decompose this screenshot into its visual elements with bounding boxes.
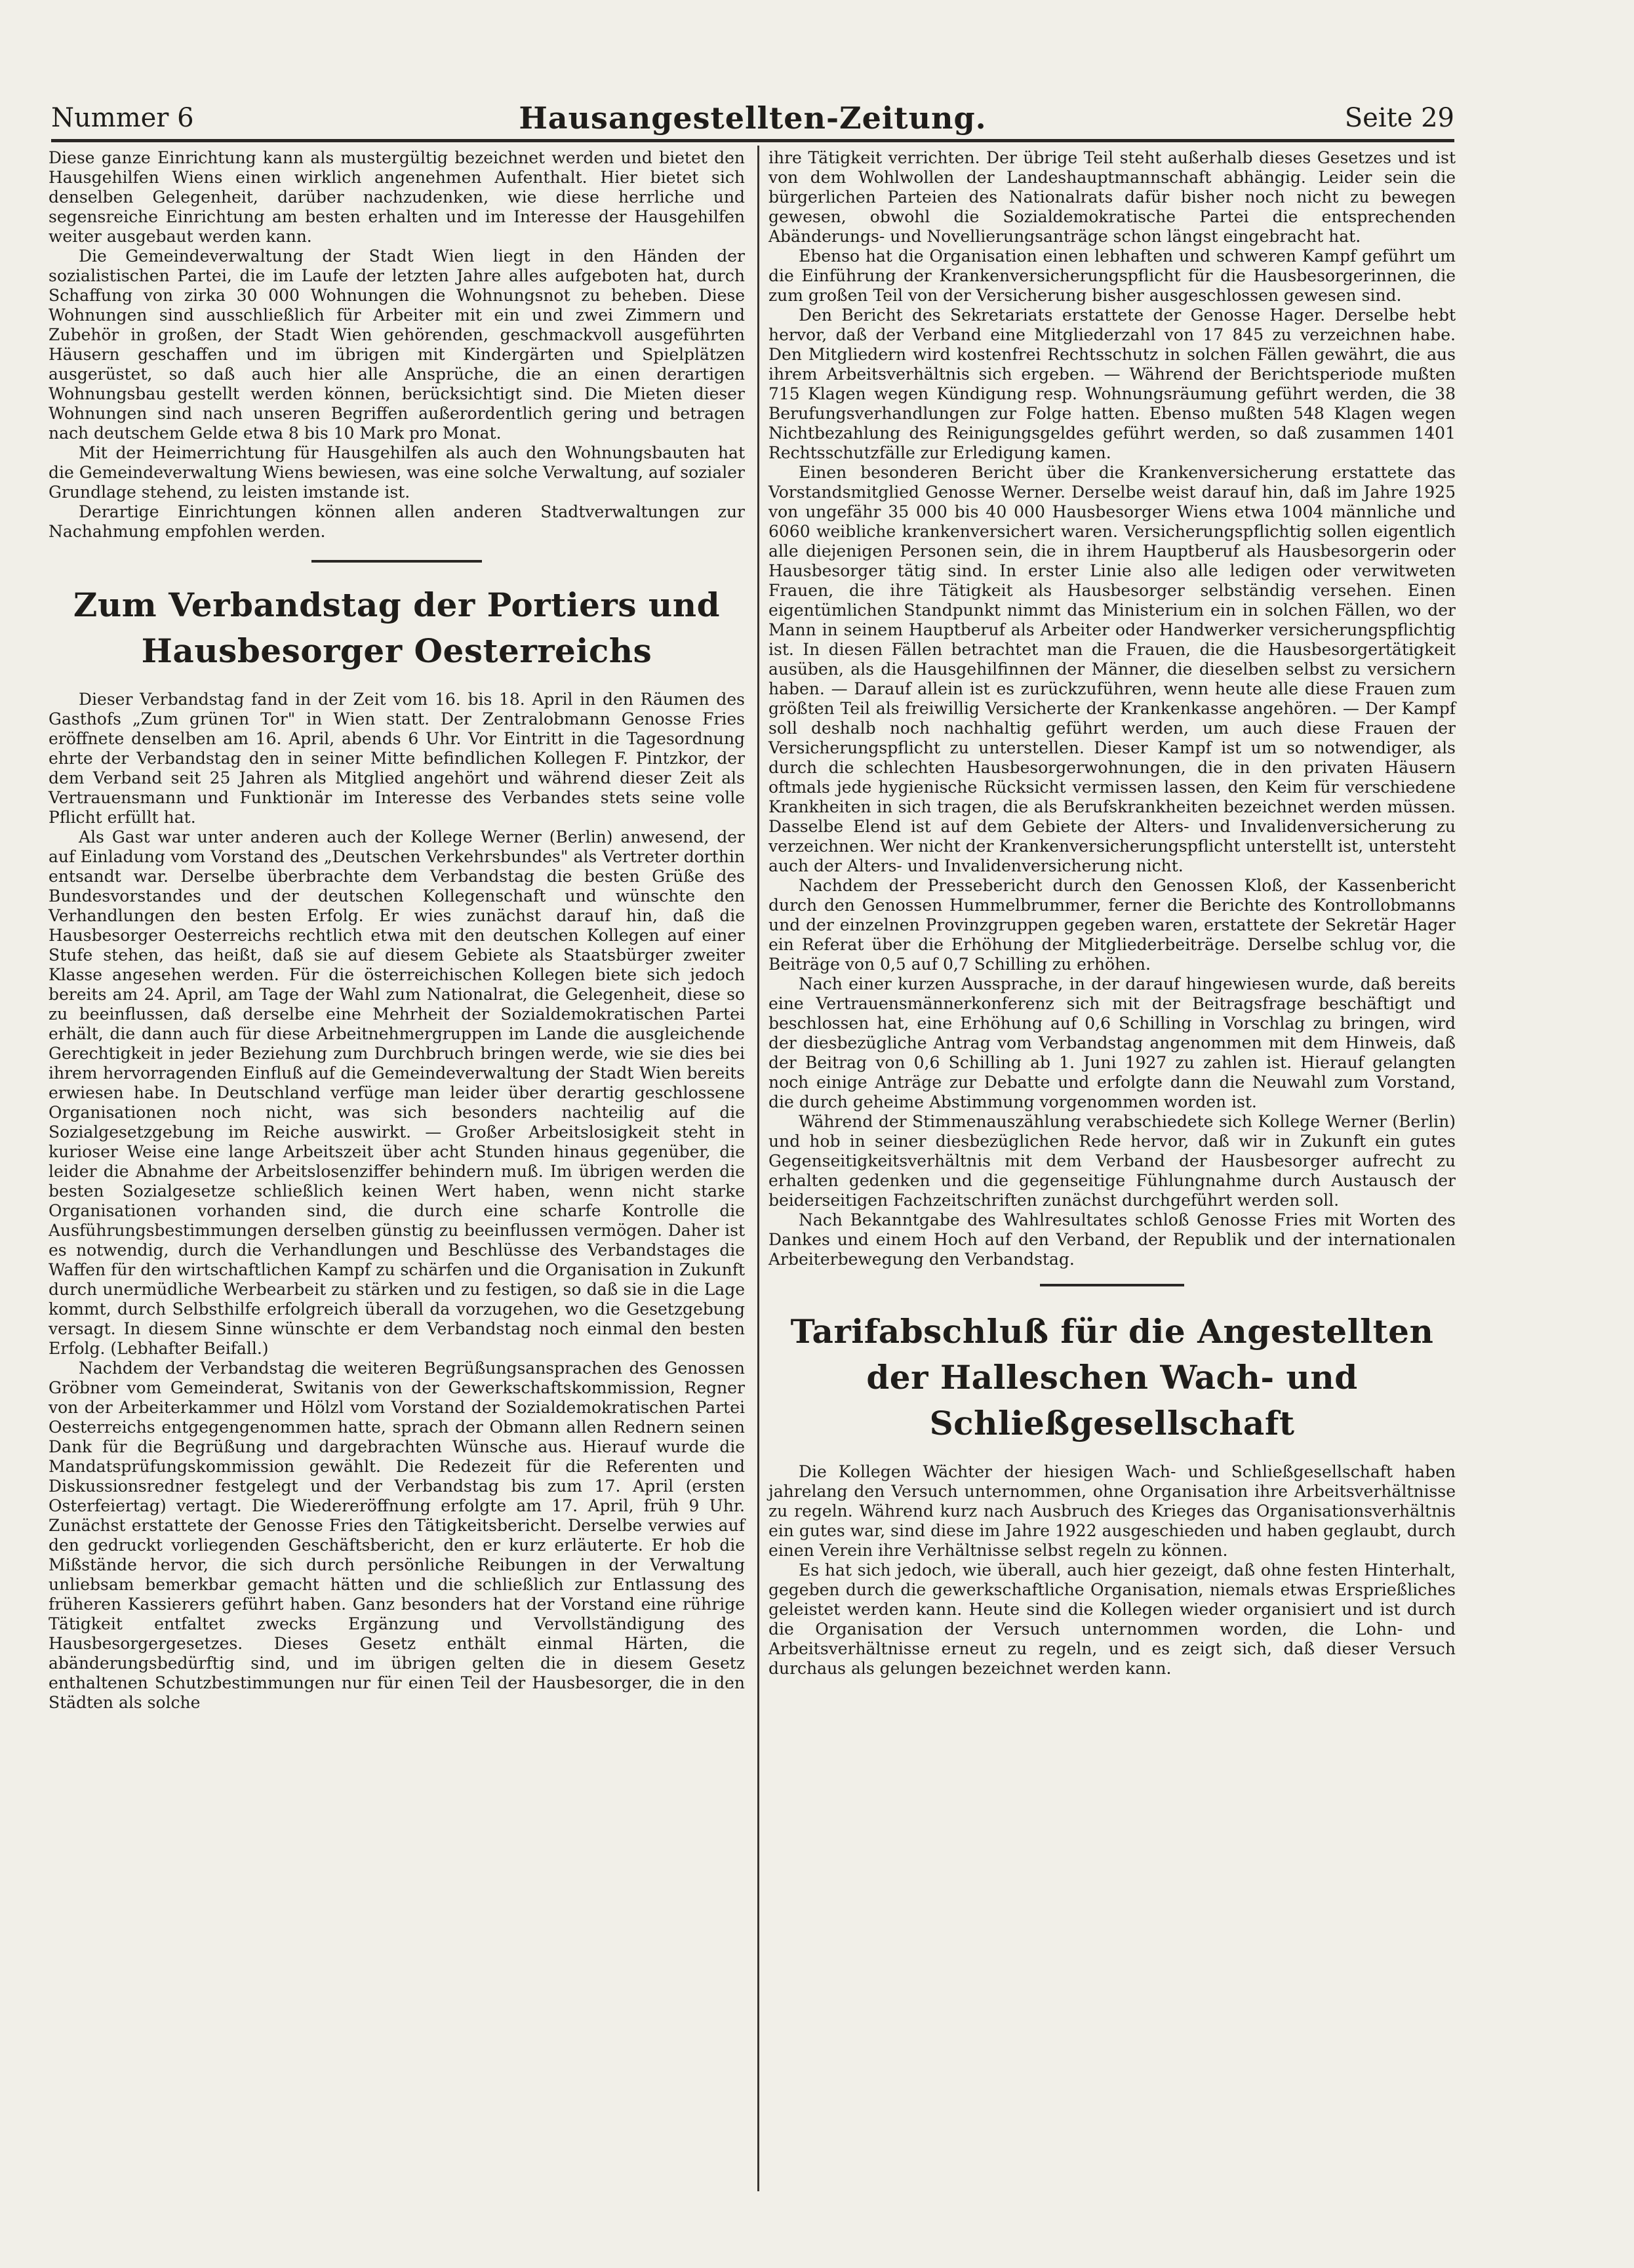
column-divider	[757, 146, 759, 2191]
paragraph: Nachdem der Pressebericht durch den Genossen Kloß, der Kassenbericht durch den Genossen Hummelbrummer, ferner die Berichte des Kontrollobmanns und der einzelnen Provinzgruppen gegeben waren, erstattete der Sekretär Hager ein Referat über die Erhöhung der Mitgliederbeiträge. Derselbe schlug vor, die Beiträge von 0,5 auf 0,7 Schilling zu erhöhen.	[768, 876, 1456, 974]
paragraph: Während der Stimmenauszählung verabschiedete sich Kollege Werner (Berlin) und hob in seiner diesbezüglichen Rede hervor, daß wir in Zukunft ein gutes Gegenseitigkeitsverhältnis mit dem Verband der Hausbesorger aufrecht zu erhalten gedenken und die gegenseitige Fühlungnahme durch Austausch der beiderseitigen Fachzeitschriften zunächst durchgeführt werden soll.	[768, 1112, 1456, 1210]
article-headline-verbandstag: Zum Verbandstag der Portiers und Hausbesorger Oesterreichs	[73, 586, 721, 670]
newspaper-title: Hausangestellten-Zeitung.	[519, 100, 987, 136]
paragraph: Mit der Heimerrichtung für Hausgehilfen als auch den Wohnungsbauten hat die Gemeindeverwaltung Wiens bewiesen, was eine solche Verwaltung, auf sozialer Grundlage stehend, zu leisten imstande ist.	[49, 443, 745, 502]
paragraph: Nachdem der Verbandstag die weiteren Begrüßungsansprachen des Genossen Gröbner vom Gemeinderat, Switanis von der Gewerkschaftskommission, Regner von der Arbeiterkammer und Hölzl vom Vorstand der Sozialdemokratischen Partei Oesterreichs entgegengenommen hatte, sprach der Obmann allen Rednern seinen Dank für die Begrüßung und dargebrachten Wünsche aus. Hierauf wurde die Mandatsprüfungskommission gewählt. Die Redezeit für die Referenten und Diskussionsredner festgelegt und der Verbandstag bis zum 17. April (ersten Osterfeiertag) vertagt. Die Wiedereröffnung erfolgte am 17. April, früh 9 Uhr. Zunächst erstattete der Genosse Fries den Tätigkeitsbericht. Derselbe verwies auf den gedruckt vorliegenden Geschäftsbericht, den er kurz erläuterte. Er hob die Mißstände hervor, die sich durch persönliche Reibungen in der Verwaltung unliebsam bemerkbar gemacht hätten und die schließlich zur Entlassung des früheren Kassierers geführt haben. Ganz besonders hat der Vorstand eine rührige Tätigkeit entfaltet zwecks Ergänzung und Vervollständigung des Hausbesorgergesetzes. Dieses Gesetz enthält einmal Härten, die abänderungsbedürftig sind, und im übrigen gelten die in diesem Gesetz enthaltenen Schutzbestimmungen nur für einen Teil der Hausbesorger, die in den Städten als solche	[49, 1359, 745, 1712]
paragraph: Die Gemeindeverwaltung der Stadt Wien liegt in den Händen der sozialistischen Partei, die im Laufe der letzten Jahre alles aufgeboten hat, durch Schaffung von zirka 30 000 Wohnungen die Wohnungsnot zu beheben. Diese Wohnungen sind ausschließlich für Arbeiter mit ein und zwei Zimmern und Zubehör in großen, der Stadt Wien gehörenden, geschmackvoll ausgeführten Häusern geschaffen und im übrigen mit Kindergärten und Spielplätzen ausgerüstet, so daß auch hier alle Ansprüche, die an einen derartigen Wohnungsbau gestellt werden können, berücksichtigt sind. Die Mieten dieser Wohnungen sind nach unseren Begriffen außerordentlich gering und betragen nach deutschem Gelde etwa 8 bis 10 Mark pro Monat.	[49, 247, 745, 443]
paragraph: Diese ganze Einrichtung kann als mustergültig bezeichnet werden und bietet den Hausgehilfen Wiens einen wirklich angenehmen Aufenthalt. Hier bietet sich denselben Gelegenheit, darüber nachzudenken, wie diese herrliche und segensreiche Einrichtung am besten erhalten und im Interesse der Hausgehilfen weiter ausgebaut werden kann.	[49, 148, 745, 246]
paragraph: ihre Tätigkeit verrichten. Der übrige Teil steht außerhalb dieses Gesetzes und ist von dem Wohlwollen der Landeshauptmannschaft abhängig. Leider sein die bürgerlichen Parteien des Nationalrats dafür bisher noch nicht zu bewegen gewesen, obwohl die Sozialdemokratische Partei die entsprechenden Abänderungs- und Novellierungsanträge schon längst eingebracht hat.	[768, 148, 1456, 246]
paragraph: Dieser Verbandstag fand in der Zeit vom 16. bis 18. April in den Räumen des Gasthofs „Zum grünen Tor" in Wien statt. Der Zentralobmann Genosse Fries eröffnete denselben am 16. April, abends 6 Uhr. Vor Eintritt in die Tagesordnung ehrte der Verbandstag den in seiner Mitte befindlichen Kollegen F. Pintzkor, der dem Verband seit 25 Jahren als Mitglied angehört und während dieser Zeit als Vertrauensmann und Funktionär im Interesse des Verbandes stets seine volle Pflicht erfüllt hat.	[49, 690, 745, 827]
paragraph: Die Kollegen Wächter der hiesigen Wach- und Schließgesellschaft haben jahrelang den Versuch unternommen, ohne Organisation ihre Arbeitsverhältnisse zu regeln. Während kurz nach Ausbruch des Krieges das Organisationsverhältnis ein gutes war, sind diese im Jahre 1922 ausgeschieden und haben geglaubt, durch einen Verein ihre Verhältnisse selbst regeln zu können.	[768, 1462, 1456, 1560]
paragraph: Den Bericht des Sekretariats erstattete der Genosse Hager. Derselbe hebt hervor, daß der Verband eine Mitgliederzahl von 17 845 zu verzeichnen habe. Den Mitgliedern wird kostenfrei Rechtsschutz in solchen Fällen gewährt, die aus ihrem Arbeitsverhältnis sich ergeben. — Während der Berichtsperiode mußten 715 Klagen wegen Kündigung resp. Wohnungsräumung geführt werden, die 38 Berufungsverhandlungen zur Folge hatten. Ebenso mußten 548 Klagen wegen Nichtbezahlung des Reinigungsgeldes geführt werden, so daß zusammen 1401 Rechtsschutzfälle zur Erledigung kamen.	[768, 306, 1456, 462]
paragraph: Als Gast war unter anderen auch der Kollege Werner (Berlin) anwesend, der auf Einladung vom Vorstand des „Deutschen Verkehrsbundes" als Vertreter dorthin entsandt war. Derselbe überbrachte dem Verbandstag die besten Grüße des Bundesvorstandes und der deutschen Kollegenschaft und wünschte den Verhandlungen den besten Erfolg. Er wies zunächst darauf hin, daß die Hausbesorger Oesterreichs rechtlich etwa mit den deutschen Kollegen auf einer Stufe stehen, das heißt, daß sie auf diesem Gebiete als Staatsbürger zweiter Klasse angesehen werden. Für die österreichischen Kollegen biete sich jedoch bereits am 24. April, am Tage der Wahl zum Nationalrat, die Gelegenheit, diese so zu beeinflussen, daß derselbe eine Mehrheit der Sozialdemokratischen Partei erhält, die dann auch für diese Arbeitnehmergruppen im Lande die ausgleichende Gerechtigkeit in jeder Beziehung zum Durchbruch bringen werde, wie sie dies bei ihrem hervorragenden Einfluß auf die Gemeindeverwaltung der Stadt Wien bereits erwiesen habe. In Deutschland verfüge man leider über derartig geschlossene Organisationen noch nicht, was sich besonders nachteilig auf die Sozialgesetzgebung im Reiche auswirkt. — Großer Arbeitslosigkeit steht in kurioser Weise eine lange Arbeitszeit über acht Stunden hinaus gegenüber, die leider die Abnahme der Arbeitslosenziffer behindern muß. Im übrigen werden die besten Sozialgesetze schließlich keinen Wert haben, wenn nicht starke Organisationen vorhanden sind, die durch eine scharfe Kontrolle die Ausführungsbestimmungen derselben günstig zu beeinflussen vermögen. Daher ist es notwendig, durch die Verhandlungen und Beschlüsse des Verbandstages die Waffen für den wirtschaftlichen Kampf zu schärfen und die Organisation in Zukunft durch unermüdliche Werbearbeit zu stärken und zu festigen, so daß sie in die Lage kommt, durch Selbsthilfe erfolgreich überall da vorzugehen, wo die Gesetzgebung versagt. In diesem Sinne wünschte er dem Verbandstag noch einmal den besten Erfolg. (Lebhafter Beifall.)	[49, 827, 745, 1358]
right-column	[768, 148, 1456, 1679]
paragraph: Einen besonderen Bericht über die Krankenversicherung erstattete das Vorstandsmitglied Genosse Werner. Derselbe weist darauf hin, daß im Jahre 1925 von ungefähr 35 000 bis 40 000 Hausbesorger Wiens etwa 1004 männliche und 6060 weibliche krankenversichert waren. Versicherungspflichtig sollen eigentlich alle diejenigen Personen sein, die in ihrem Hauptberuf als Hausbesorgerin oder Hausbesorger tätig sind. In erster Linie also alle ledigen oder verwitweten Frauen, die ihre Tätigkeit als Hausbesorger selbständig versehen. Einen eigentümlichen Standpunkt nimmt das Ministerium ein in solchen Fällen, wo der Mann in seinem Hauptberuf als Arbeiter oder Handwerker versicherungspflichtig ist. In diesen Fällen betrachtet man die Frauen, die die Hausbesorgertätigkeit ausüben, als die Hausgehilfinnen der Männer, die dieselben selbst zu versichern haben. — Darauf allein ist es zurückzuführen, wenn heute alle diese Frauen zum größten Teil als freiwillig Versicherte der Krankenkasse angehören. — Der Kampf soll deshalb noch nachhaltig geführt werden, um auch diese Frauen der Versicherungspflicht zu unterstellen. Dieser Kampf ist um so notwendiger, als durch die schlechten Hausbesorgerwohnungen, die in den privaten Häusern oftmals jede hygienische Rücksicht vermissen lassen, den Keim für verschiedene Krankheiten in sich tragen, die als Berufskrankheiten bezeichnet werden müssen. Dasselbe Elend ist auf dem Gebiete der Alters- und Invalidenversicherung zu verzeichnen. Wer nicht der Krankenversicherungspflicht unterstellt ist, untersteht auch der Alters- und Invalidenversicherung nicht.	[768, 463, 1456, 875]
left-column	[49, 148, 745, 1713]
header-rule	[51, 139, 1454, 142]
section-separator	[311, 560, 482, 563]
paragraph: Ebenso hat die Organisation einen lebhaften und schweren Kampf geführt um die Einführung der Krankenversicherungspflicht für die Hausbesorgerinnen, die zum großen Teil von der Versicherung bisher ausgeschlossen gewesen sind.	[768, 247, 1456, 305]
page-header	[51, 98, 1454, 138]
page-number: Seite 29	[1344, 103, 1454, 133]
article-headline-tarifabschluss: Tarifabschluß für die Angestellten der Halleschen Wach- und Schließgesellschaft	[790, 1312, 1434, 1442]
paragraph: Nach einer kurzen Aussprache, in der darauf hingewiesen wurde, daß bereits eine Vertrauensmännerkonferenz sich mit der Beitragsfrage beschäftigt und beschlossen hat, eine Erhöhung auf 0,6 Schilling in Vorschlag zu bringen, wird der diesbezügliche Antrag vom Verbandstag angenommen mit dem Hinweis, daß der Beitrag von 0,6 Schilling ab 1. Juni 1927 zu zahlen ist. Hierauf gelangten noch einige Anträge zur Debatte und erfolgte dann die Neuwahl zum Vorstand, die durch geheime Abstimmung vorgenommen worden ist.	[768, 974, 1456, 1111]
section-separator	[1040, 1284, 1184, 1286]
paragraph: Nach Bekanntgabe des Wahlresultates schloß Genosse Fries mit Worten des Dankes und einem Hoch auf den Verband, der Republik und der internationalen Arbeiterbewegung den Verbandstag.	[768, 1210, 1456, 1269]
paragraph: Derartige Einrichtungen können allen anderen Stadtverwaltungen zur Nachahmung empfohlen werden.	[49, 502, 745, 541]
issue-number: Nummer 6	[51, 103, 194, 133]
paragraph: Es hat sich jedoch, wie überall, auch hier gezeigt, daß ohne festen Hinterhalt, gegeben durch die gewerkschaftliche Organisation, niemals etwas Ersprießliches geleistet werden kann. Heute sind die Kollegen wieder organisiert und ist durch die Organisation der Versuch unternommen worden, die Lohn- und Arbeitsverhältnisse erneut zu regeln, und es zeigt sich, daß dieser Versuch durchaus als gelungen bezeichnet werden kann.	[768, 1561, 1456, 1678]
